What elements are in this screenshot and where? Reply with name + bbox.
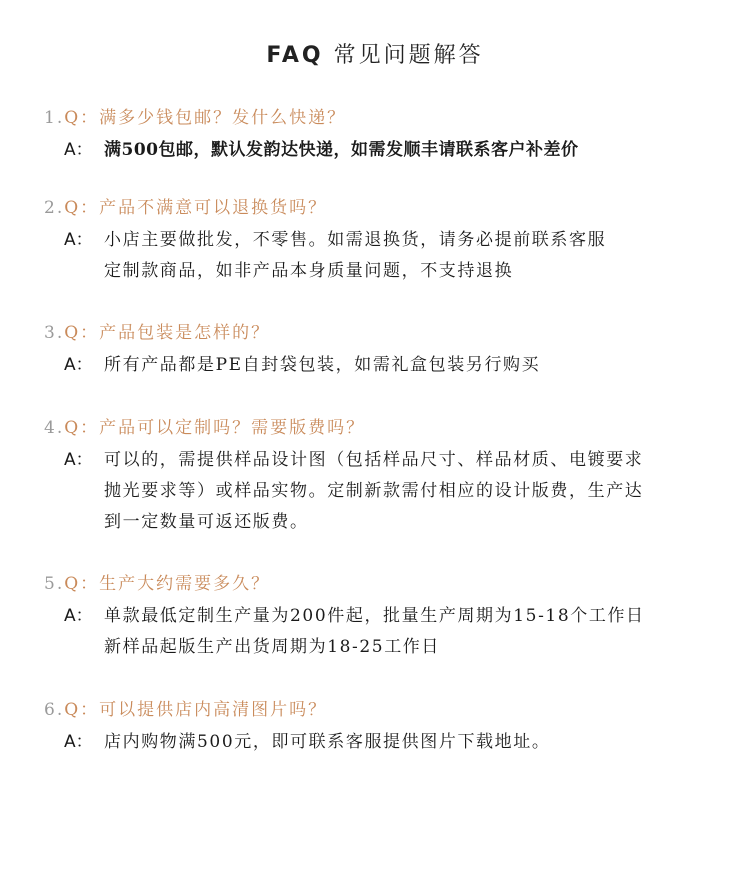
faq-number: 1. [44, 108, 65, 128]
a-mark: A： [64, 230, 93, 250]
faq-answer [44, 601, 724, 663]
faq-item-2 [44, 193, 724, 287]
page-title-zh: 常见问题解答 [333, 43, 484, 68]
q-mark: Q： [64, 700, 100, 720]
faq-answer [44, 135, 724, 166]
answer-line: 定制款商品，如非产品本身质量问题，不支持退换 [104, 261, 514, 281]
question-text: 产品不满意可以退换货吗？ [99, 198, 328, 218]
faq-number: 5. [44, 574, 65, 594]
a-mark: A： [64, 732, 93, 752]
faq-number: 2. [44, 198, 65, 218]
q-mark: Q： [64, 108, 100, 128]
answer-line: 满500包邮，默认发韵达快递，如需发顺丰请联系客户补差价 [104, 140, 579, 160]
faq-answer [44, 350, 724, 381]
question-text: 满多少钱包邮？发什么快递？ [99, 108, 347, 128]
answer-line: 店内购物满500元，即可联系客服提供图片下载地址。 [104, 732, 551, 752]
answer-line: 可以的，需提供样品设计图（包括样品尺寸、样品材质、电镀要求 [104, 450, 644, 470]
question-text: 产品包装是怎样的？ [99, 323, 271, 343]
faq-number: 3. [44, 323, 65, 343]
faq-item-4 [44, 413, 724, 538]
answer-line: 所有产品都是PE自封袋包装，如需礼盒包装另行购买 [104, 355, 541, 375]
a-mark: A： [64, 140, 93, 160]
faq-item-3 [44, 318, 724, 381]
q-mark: Q： [64, 574, 100, 594]
question-text: 生产大约需要多久？ [99, 574, 271, 594]
answer-line: 单款最低定制生产量为200件起，批量生产周期为15-18个工作日 [104, 606, 645, 626]
answer-line: 新样品起版生产出货周期为18-25工作日 [104, 637, 441, 657]
faq-question [44, 413, 724, 443]
answer-line: 到一定数量可返还版费。 [104, 512, 309, 532]
faq-question [44, 695, 724, 725]
question-text: 可以提供店内高清图片吗？ [99, 700, 328, 720]
faq-question [44, 318, 724, 348]
q-mark: Q： [64, 198, 100, 218]
faq-answer [44, 445, 724, 538]
faq-number: 6. [44, 700, 65, 720]
answer-line: 抛光要求等）或样品实物。定制新款需付相应的设计版费，生产达 [104, 481, 644, 501]
faq-number: 4. [44, 418, 65, 438]
faq-question [44, 569, 724, 599]
page-title-en: FAQ [266, 43, 324, 68]
faq-answer [44, 727, 724, 758]
faq-question [44, 193, 724, 223]
faq-answer [44, 225, 724, 287]
a-mark: A： [64, 606, 93, 626]
q-mark: Q： [64, 323, 100, 343]
question-text: 产品可以定制吗？需要版费吗？ [99, 418, 366, 438]
faq-question [44, 103, 724, 133]
a-mark: A： [64, 450, 93, 470]
faq-item-1 [44, 103, 724, 166]
page-title [0, 38, 750, 69]
answer-line: 小店主要做批发，不零售。如需退换货，请务必提前联系客服 [104, 230, 607, 250]
faq-item-6 [44, 695, 724, 758]
faq-item-5 [44, 569, 724, 663]
a-mark: A： [64, 355, 93, 375]
q-mark: Q： [64, 418, 100, 438]
